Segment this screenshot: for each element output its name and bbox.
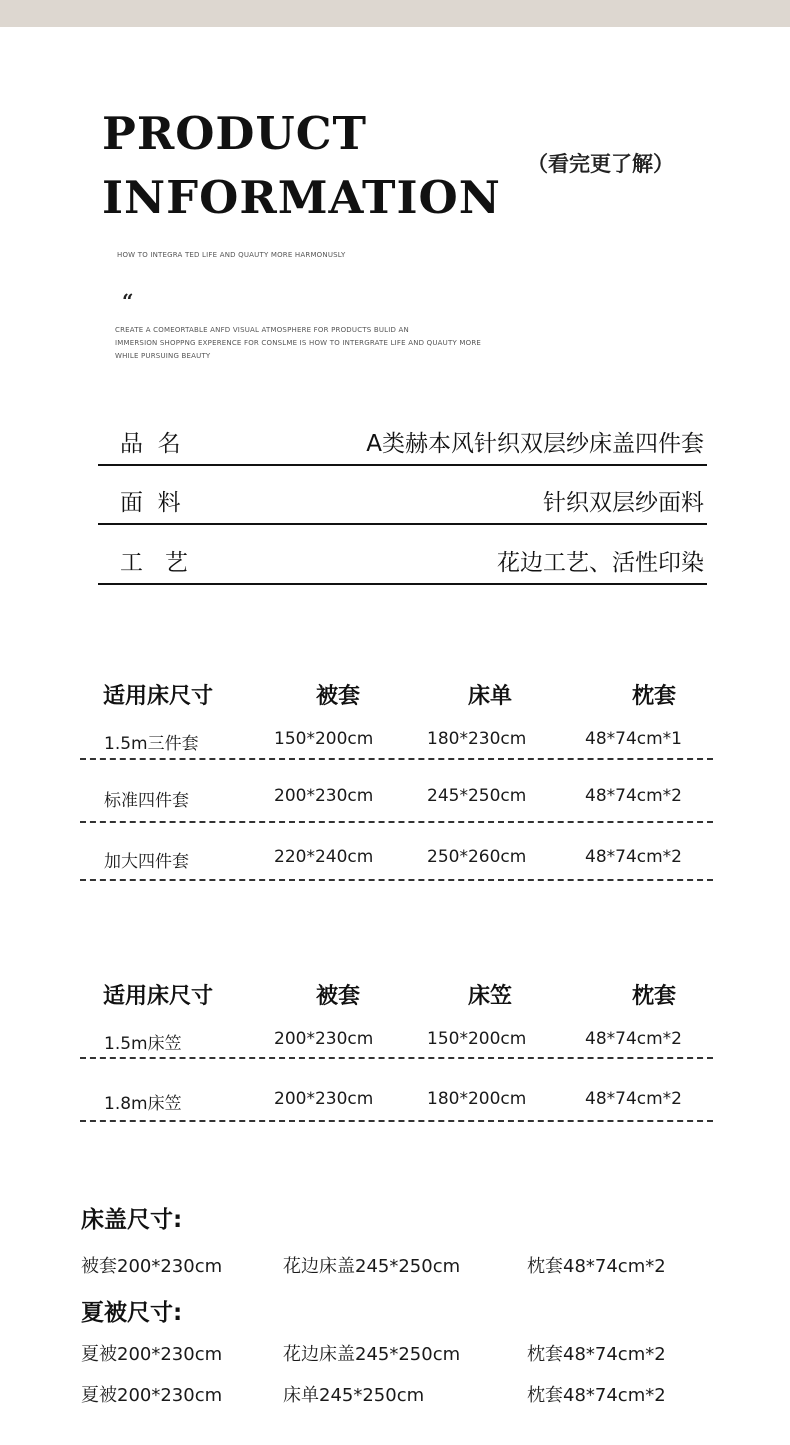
table-cell: 48*74cm*2 — [585, 1029, 682, 1049]
table-cell: 150*200cm — [427, 1029, 527, 1049]
table-cell: 1.5m床笠 — [104, 1034, 182, 1054]
quote-mark-icon: “ — [122, 289, 134, 313]
table-cell: 48*74cm*2 — [585, 847, 682, 867]
intro-line: CREATE A COMEORTABLE ANFD VISUAL ATMOSPHERE FOR PRODUCTS BULID AN — [115, 326, 409, 334]
size-item: 夏被200*230cm — [81, 1344, 223, 1365]
header-pillowcase: 枕套 — [632, 684, 677, 709]
info-label: 品 名 — [120, 431, 181, 457]
table-row — [80, 823, 713, 881]
intro-text — [115, 324, 481, 363]
table-cell: 48*74cm*2 — [585, 786, 682, 806]
table-header — [80, 679, 713, 719]
info-row-craft — [98, 536, 707, 585]
table-cell: 180*230cm — [427, 729, 527, 749]
table-cell: 加大四件套 — [104, 852, 189, 872]
info-row-product-name — [98, 420, 707, 466]
table-row — [80, 719, 713, 760]
bedspread-size-line — [81, 1252, 721, 1278]
header-bed-size: 适用床尺寸 — [103, 684, 214, 709]
table-cell: 200*230cm — [274, 1029, 374, 1049]
size-item: 枕套48*74cm*2 — [527, 1344, 666, 1365]
size-item: 床单245*250cm — [283, 1385, 425, 1406]
size-item: 枕套48*74cm*2 — [527, 1256, 666, 1277]
size-item: 夏被200*230cm — [81, 1385, 223, 1406]
intro-line: IMMERSION SHOPPNG EXPERENCE FOR CONSLME IS HOW TO INTERGRATE LIFE AND QUAUTY MORE — [115, 339, 482, 347]
table-cell: 220*240cm — [274, 847, 374, 867]
title-line-1: PRODUCT — [102, 107, 368, 160]
table-cell: 200*230cm — [274, 786, 374, 806]
top-band — [0, 0, 790, 27]
see-more-note: （看完更了解） — [527, 151, 674, 176]
header-duvet: 被套 — [316, 684, 361, 709]
info-value: A类赫本风针织双层纱床盖四件套 — [366, 431, 704, 457]
size-table-sets — [80, 679, 713, 881]
title-line-2: INFORMATION — [102, 171, 501, 224]
info-value: 针织双层纱面料 — [543, 490, 704, 516]
size-table-fitted — [80, 979, 713, 1122]
table-cell: 48*74cm*2 — [585, 1089, 682, 1109]
table-cell: 250*260cm — [427, 847, 527, 867]
table-row — [80, 1059, 713, 1122]
size-item: 被套200*230cm — [81, 1256, 223, 1277]
info-label: 工 艺 — [120, 550, 188, 576]
table-row — [80, 760, 713, 823]
table-cell: 180*200cm — [427, 1089, 527, 1109]
table-cell: 200*230cm — [274, 1089, 374, 1109]
table-cell: 1.8m床笠 — [104, 1094, 182, 1114]
table-cell: 245*250cm — [427, 786, 527, 806]
header-bed-size: 适用床尺寸 — [103, 984, 214, 1009]
info-row-fabric — [98, 480, 707, 525]
header-duvet: 被套 — [316, 984, 361, 1009]
summer-size-line — [81, 1381, 721, 1407]
info-label: 面 料 — [120, 490, 181, 516]
size-item: 花边床盖245*250cm — [283, 1256, 461, 1277]
header-fitted-sheet: 床笠 — [468, 984, 513, 1009]
table-row — [80, 1019, 713, 1059]
summer-quilt-size-title: 夏被尺寸: — [81, 1300, 183, 1326]
size-item: 花边床盖245*250cm — [283, 1344, 461, 1365]
header-pillowcase: 枕套 — [632, 984, 677, 1009]
info-value: 花边工艺、活性印染 — [497, 550, 704, 576]
table-cell: 标准四件套 — [104, 791, 189, 811]
table-cell: 48*74cm*1 — [585, 729, 682, 749]
table-cell: 1.5m三件套 — [104, 734, 199, 754]
tagline: HOW TO INTEGRA TED LIFE AND QUAUTY MORE HARMONUSLY — [117, 251, 346, 259]
summer-size-line — [81, 1340, 721, 1366]
size-item: 枕套48*74cm*2 — [527, 1385, 666, 1406]
header-sheet: 床单 — [468, 684, 513, 709]
table-cell: 150*200cm — [274, 729, 374, 749]
table-header — [80, 979, 713, 1019]
intro-line: WHILE PURSUING BEAUTY — [115, 352, 211, 360]
bedspread-size-title: 床盖尺寸: — [81, 1207, 183, 1233]
